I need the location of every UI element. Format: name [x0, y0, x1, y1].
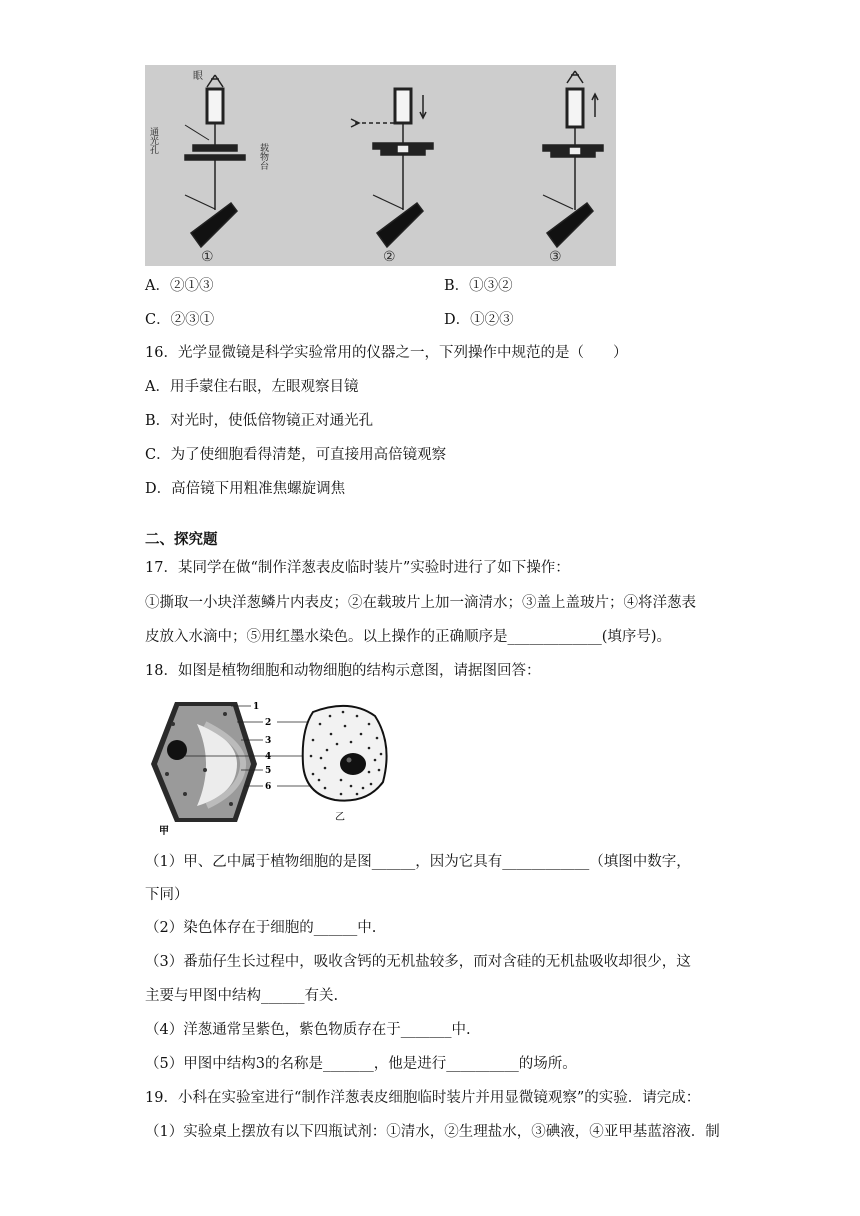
q18-sub3-line-2: 主要与甲图中结构______有关.	[145, 988, 339, 1004]
q15-option-d: D．①②③	[444, 312, 514, 328]
section-title: 二、探究题	[145, 532, 218, 548]
label-5: 5	[265, 766, 272, 776]
label-4: 4	[265, 752, 272, 762]
cell-structure-diagram	[145, 694, 395, 836]
label-step-1: ①	[201, 249, 214, 265]
q16-option-a: A．用手蒙住右眼，左眼观察目镜	[145, 379, 359, 395]
label-1: 1	[253, 702, 260, 712]
q15-option-a: A．②①③	[145, 278, 214, 294]
q17-line-3: 皮放入水滴中；⑤用红墨水染色。以上操作的正确顺序是_____________(填序号)。	[145, 629, 672, 645]
q18-sub3-line-1: （3）番茄仔生长过程中，吸收含钙的无机盐较多，而对含硅的无机盐吸收却很少，这	[145, 954, 691, 970]
q18-sub2: （2）染色体存在于细胞的______中.	[145, 920, 377, 936]
microscope-steps-figure	[145, 65, 616, 266]
label-6: 6	[265, 782, 272, 792]
q16-option-d: D．高倍镜下用粗准焦螺旋调焦	[145, 481, 346, 497]
label-step-3: ③	[549, 249, 562, 265]
label-aperture: 通光孔	[148, 127, 158, 154]
q15-option-b: B．①③②	[444, 278, 513, 294]
q18-sub5: （5）甲图中结构3的名称是_______，他是进行__________的场所。	[145, 1056, 577, 1072]
label-stage: 载物台	[258, 143, 268, 170]
q17-line-2: ①撕取一小块洋葱鳞片内表皮；②在载玻片上加一滴清水；③盖上盖玻片；④将洋葱表	[145, 595, 696, 611]
plant-cell-jia	[151, 702, 260, 822]
label-3: 3	[265, 736, 272, 746]
label-eye: 眼	[193, 71, 203, 82]
microscope-steps-diagram	[145, 65, 616, 266]
label-step-2: ②	[383, 249, 396, 265]
cell-structure-figure	[145, 694, 395, 836]
label-2: 2	[265, 718, 272, 728]
q16-option-c: C．为了使细胞看得清楚，可直接用高倍镜观察	[145, 447, 447, 463]
q18-sub1-line-1: （1）甲、乙中属于植物细胞的是图______，因为它具有____________（填图中数字，	[145, 854, 691, 870]
label-jia: 甲	[159, 826, 169, 836]
q16-stem: 16．光学显微镜是科学实验常用的仪器之一，下列操作中规范的是（ ）	[145, 345, 628, 361]
q19-stem: 19．小科在实验室进行“制作洋葱表皮细胞临时装片并用显微镜观察”的实验．请完成：	[145, 1090, 701, 1106]
q18-sub1-line-2: 下同）	[145, 887, 189, 903]
q18-sub4: （4）洋葱通常呈紫色，紫色物质存在于_______中.	[145, 1022, 471, 1038]
q18-stem: 18．如图是植物细胞和动物细胞的结构示意图，请据图回答：	[145, 663, 541, 679]
animal-cell-yi	[303, 706, 387, 801]
q17-line-1: 17．某同学在做“制作洋葱表皮临时装片”实验时进行了如下操作：	[145, 560, 570, 576]
q15-option-c: C．②③①	[145, 312, 215, 328]
label-yi: 乙	[335, 812, 345, 823]
q19-sub1: （1）实验桌上摆放有以下四瓶试剂：①清水，②生理盐水，③碘液，④亚甲基蓝溶液．制	[145, 1124, 720, 1140]
q16-option-b: B．对光时，使低倍物镜正对通光孔	[145, 413, 374, 429]
